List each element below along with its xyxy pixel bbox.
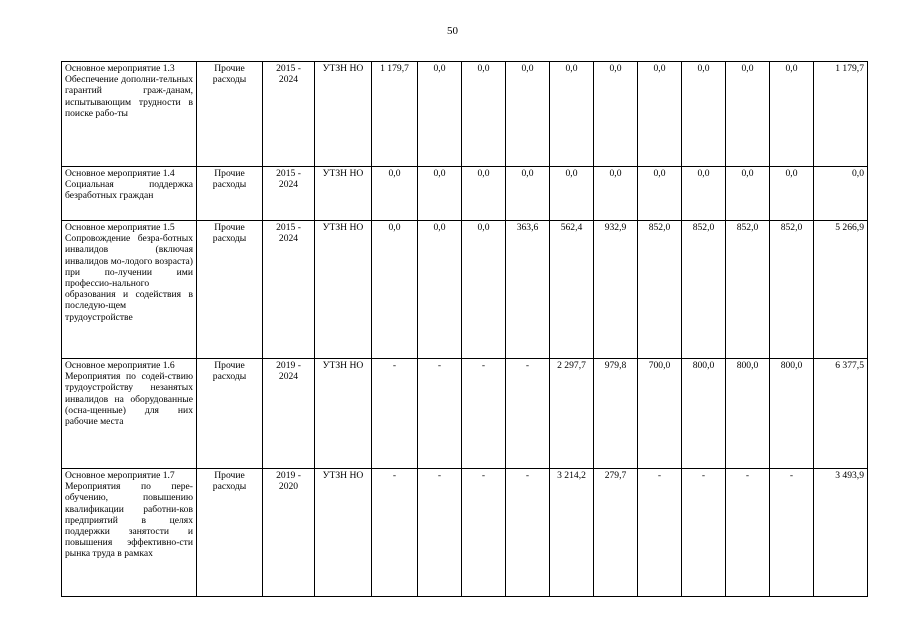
value-cell: - xyxy=(372,469,418,597)
activity-description xyxy=(62,359,197,469)
activity-text: Социальная поддержка безработных граждан xyxy=(65,179,193,202)
activity-text: Обеспечение дополни-тельных гарантий граж-данам, испытывающим трудности в поиске рабо-ты xyxy=(65,74,193,119)
activity-text: Мероприятия по содей-ствию трудоустройству незанятых инвалидов на оборудованные (осна-щенные) для них рабочие места xyxy=(65,371,193,428)
value-cell: 0,0 xyxy=(462,62,506,167)
activity-description xyxy=(62,221,197,359)
value-cell: 852,0 xyxy=(726,221,770,359)
value-cell: 0,0 xyxy=(462,221,506,359)
value-cell: - xyxy=(462,469,506,597)
executor-cell: УТЗН НО xyxy=(315,359,372,469)
table-row xyxy=(62,221,868,359)
value-cell: 800,0 xyxy=(726,359,770,469)
activity-description xyxy=(62,167,197,221)
value-cell: - xyxy=(506,359,550,469)
activity-description xyxy=(62,469,197,597)
table-row xyxy=(62,62,868,167)
value-cell: 0,0 xyxy=(372,167,418,221)
value-cell: 562,4 xyxy=(550,221,594,359)
value-cell: 932,9 xyxy=(594,221,638,359)
expense-type-cell: Прочие расходы xyxy=(197,221,263,359)
value-cell: 852,0 xyxy=(770,221,814,359)
activity-title: Основное мероприятие 1.7 xyxy=(65,470,175,481)
value-cell: 2 297,7 xyxy=(550,359,594,469)
activity-title: Основное мероприятие 1.4 xyxy=(65,168,175,179)
value-cell: 800,0 xyxy=(682,359,726,469)
value-cell: 0,0 xyxy=(550,167,594,221)
value-cell: 0,0 xyxy=(726,62,770,167)
value-cell: 852,0 xyxy=(638,221,682,359)
value-cell: - xyxy=(372,359,418,469)
activity-title: Основное мероприятие 1.5 xyxy=(65,222,175,233)
total-cell: 1 179,7 xyxy=(814,62,868,167)
value-cell: 979,8 xyxy=(594,359,638,469)
total-cell: 5 266,9 xyxy=(814,221,868,359)
value-cell: 0,0 xyxy=(770,167,814,221)
value-cell: 800,0 xyxy=(770,359,814,469)
expense-type-cell: Прочие расходы xyxy=(197,359,263,469)
activity-description xyxy=(62,62,197,167)
value-cell: 0,0 xyxy=(770,62,814,167)
activity-text: Сопровождение безра-ботных инвалидов (включая инвалидов мо-лодого возраста) при по-лучении ими профессио-нального образования и содействия в последую-щем трудоустройстве xyxy=(65,233,193,323)
page-number: 50 xyxy=(447,25,458,37)
value-cell: - xyxy=(462,359,506,469)
table-row xyxy=(62,469,868,597)
budget-table xyxy=(61,61,868,597)
value-cell: 0,0 xyxy=(506,167,550,221)
value-cell: 0,0 xyxy=(682,62,726,167)
value-cell: - xyxy=(726,469,770,597)
value-cell: 700,0 xyxy=(638,359,682,469)
table-row xyxy=(62,359,868,469)
value-cell: 363,6 xyxy=(506,221,550,359)
executor-cell: УТЗН НО xyxy=(315,469,372,597)
period-cell: 2015 - 2024 xyxy=(263,221,315,359)
value-cell: 3 214,2 xyxy=(550,469,594,597)
activity-title: Основное мероприятие 1.3 xyxy=(65,63,175,74)
expense-type-cell: Прочие расходы xyxy=(197,469,263,597)
period-cell: 2015 - 2024 xyxy=(263,62,315,167)
value-cell: 0,0 xyxy=(418,221,462,359)
value-cell: 0,0 xyxy=(418,167,462,221)
value-cell: 0,0 xyxy=(682,167,726,221)
executor-cell: УТЗН НО xyxy=(315,221,372,359)
value-cell: 0,0 xyxy=(594,167,638,221)
value-cell: 0,0 xyxy=(462,167,506,221)
total-cell: 0,0 xyxy=(814,167,868,221)
value-cell: 279,7 xyxy=(594,469,638,597)
total-cell: 6 377,5 xyxy=(814,359,868,469)
value-cell: 0,0 xyxy=(418,62,462,167)
expense-type-cell: Прочие расходы xyxy=(197,62,263,167)
value-cell: - xyxy=(506,469,550,597)
value-cell: 0,0 xyxy=(638,62,682,167)
table-row xyxy=(62,167,868,221)
activity-text: Мероприятия по пере-обучению, повышению квалификации работни-ков предприятий в целях поддержки занятости и повышения эффективно-сти рынка труда в рамках xyxy=(65,481,193,560)
value-cell: - xyxy=(682,469,726,597)
value-cell: 852,0 xyxy=(682,221,726,359)
value-cell: 0,0 xyxy=(550,62,594,167)
expense-type-cell: Прочие расходы xyxy=(197,167,263,221)
value-cell: - xyxy=(638,469,682,597)
value-cell: 1 179,7 xyxy=(372,62,418,167)
activity-title: Основное мероприятие 1.6 xyxy=(65,360,175,371)
period-cell: 2015 - 2024 xyxy=(263,167,315,221)
table-body xyxy=(62,62,868,597)
period-cell: 2019 - 2024 xyxy=(263,359,315,469)
executor-cell: УТЗН НО xyxy=(315,62,372,167)
total-cell: 3 493,9 xyxy=(814,469,868,597)
value-cell: 0,0 xyxy=(638,167,682,221)
value-cell: 0,0 xyxy=(506,62,550,167)
value-cell: - xyxy=(418,359,462,469)
value-cell: 0,0 xyxy=(594,62,638,167)
value-cell: - xyxy=(770,469,814,597)
value-cell: - xyxy=(418,469,462,597)
value-cell: 0,0 xyxy=(372,221,418,359)
executor-cell: УТЗН НО xyxy=(315,167,372,221)
value-cell: 0,0 xyxy=(726,167,770,221)
period-cell: 2019 - 2020 xyxy=(263,469,315,597)
